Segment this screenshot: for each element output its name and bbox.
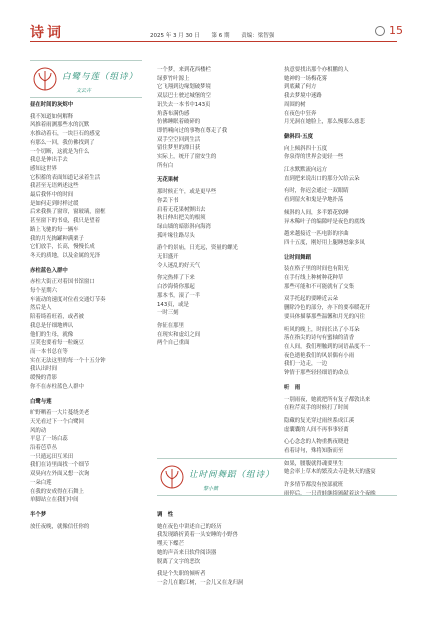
poem-line: 听风的晚上，时间长出了小耳朵: [284, 326, 360, 333]
poem-line: 一会儿在瞻江树，一会儿又在龙归洞: [157, 579, 244, 586]
poem-line: 旷野晒着一大片蔓绕美老: [30, 410, 90, 417]
masthead-title: 诗词: [30, 25, 64, 41]
poem-line: 它积蓄的表面知道记录着生活: [30, 174, 101, 181]
poem-line: 她在夜色中讲述自己的经历: [157, 523, 222, 530]
poem-line: 沿着芭草丛: [30, 445, 57, 452]
poem-line: 在手行线上种树种花种草: [284, 275, 344, 282]
poem-line: 我是个失职的倾听者: [157, 571, 206, 578]
poem-line: 夜色逝艳我们的风景偶有小雨: [284, 352, 355, 359]
poem-line: 秋日伸出把关的根须: [157, 215, 206, 222]
poem-line: 装在格子里的时间也有阳光: [284, 266, 349, 273]
poem-line: 她的声音来日软件阅读器: [157, 549, 217, 556]
page-header: [0, 0, 427, 48]
section-heading: 调 性: [157, 512, 174, 518]
poem-line: 执意要找出那个亦相鹏的人: [284, 67, 349, 73]
poem-line: 绿萝竹叶源上: [157, 75, 190, 82]
poem-line: 143页，或是: [157, 301, 189, 308]
page-number: 15: [389, 24, 403, 37]
poem-line: 在现实和虚幻之间: [157, 331, 201, 338]
article2-title-block: [157, 458, 397, 496]
poem-line: 我的月光掏罐种满栗子: [30, 235, 84, 242]
poem-line: 你泉得的世界会更轻一些: [284, 154, 344, 161]
poem-line: 而一本书总在等: [30, 348, 68, 355]
poem-line: 要具体描摹那些温馨和月光的闪往: [284, 313, 365, 320]
poem-line: 所有白: [157, 162, 174, 169]
section-heading: 赤柱蓝色入群中: [30, 267, 68, 274]
poem-line: 是如何走到时样过缓: [30, 200, 79, 207]
poem-line: 向上倾斜四十五度: [284, 145, 328, 152]
poem-line: 她神的一场梅花雾: [284, 75, 328, 82]
poem-line: 我们在诗里面找一个细节: [30, 462, 90, 469]
poem-line: 放任夜晚，就像信任你的: [30, 523, 90, 530]
poem-line: 陪着绮着旺着，或者被: [30, 314, 84, 321]
poem-line: 你不在赤柱蓝色人群中: [30, 383, 84, 390]
poem-line: 一时三刻: [157, 310, 179, 317]
poem-line: 一别雨夜，她就把所有复子都敦出来: [284, 396, 371, 403]
poem-line: 有那么一回，我仿佛找到了: [30, 139, 95, 146]
poem-line: 雨停后，一只青蛙继续颁献着这个夜晚: [284, 490, 376, 497]
article1-title: 白鹭与莲（组诗）: [62, 72, 139, 82]
poem-line: 赤柱大街正对着国书馆窗口: [30, 279, 95, 286]
section-heading: 无花果树: [157, 177, 179, 184]
poem-line: 我甚至无语辨述这些: [30, 183, 79, 190]
poem-line: 如果，腰腹就得魂要里生: [284, 460, 344, 467]
poem-line: 令人迷乱的好天气: [157, 262, 201, 269]
poem-line: 我总是伸出手去: [30, 157, 68, 164]
poem-line: 你丢下书: [157, 197, 179, 204]
poem-line: 感知这世界: [30, 165, 57, 172]
poem-line: 一朵白莲: [30, 479, 52, 486]
poem-line: 虚囊囊的人间不再事事轻离: [284, 426, 349, 433]
poem-line: 心心念念的人物重携夜晓进: [284, 439, 349, 446]
poem-line: 平息了一场白蕊: [30, 436, 68, 443]
column-2-bottom: [157, 505, 269, 621]
poem-line: 游个的景庙，日光远，资量的螺光: [157, 245, 238, 252]
poem-line: 有时，你迟会通过一双眼睛: [284, 188, 349, 195]
section-heading: 让时间舞蹈: [284, 254, 311, 261]
poem-line: 我去梦境中迷路: [284, 93, 322, 100]
poem-line: 豆荚也要看每一粒豌豆: [30, 340, 84, 347]
poem-line: 双层巴士驶过城堡的空: [157, 93, 211, 100]
poem-line: 到底藏了何方: [284, 84, 317, 91]
article2-title: 让时间舞蹈（组诗）: [189, 470, 275, 480]
poem-line: 讯失去一本书中143页: [157, 101, 211, 108]
poem-line: 仿佛睡眠着破碎的: [157, 119, 201, 126]
poem-line: 实际上，统开了窗安生的: [157, 154, 217, 161]
poem-line: 孤叶缘往路尽头: [157, 232, 195, 239]
section-heading: 僻斜四·五度: [284, 133, 314, 140]
poem-line: 每个星期六: [30, 288, 57, 295]
poem-line: 水推动着石，一块巨石的感觉: [30, 131, 101, 138]
poem-line: 留住梦里的漂日获: [157, 145, 201, 152]
poem-line: 许多情节都没有按部就班: [284, 482, 344, 489]
poem-line: 肩着无花果树颤出去: [157, 206, 206, 213]
poem-line: 她会率上草木的繁茂去寺赴秋天的盛宴: [284, 469, 376, 476]
poem-line: 删除冷色的部分，亦下的要奉暖花开: [284, 305, 371, 312]
column-3: [284, 66, 397, 621]
poem-line: 钟情于那些轻轻细语的命点: [284, 370, 349, 377]
poem-line: 你征在那里: [157, 322, 184, 329]
poem-line: 即悄喃向过的事物在尊走了我: [157, 127, 228, 134]
issue-meta: [150, 31, 284, 39]
poem-line: 然后是人: [30, 305, 52, 312]
article1-title-block: [30, 60, 142, 98]
poem-line: 在人间，我们理触到的词语晶度不一: [284, 343, 371, 350]
poem-line: 一个切断，这就是为什么: [30, 148, 90, 155]
column-1: [30, 95, 142, 620]
poem-line: 后来我换了窗帘，窗玻璃，窗框: [30, 209, 106, 216]
poem-line: 倾斜的人间，多半繁花软睡: [284, 209, 349, 216]
lotus-emblem-icon: [32, 64, 58, 94]
poem-line: 隐藏的复光穿过雨丝系成江溪: [284, 417, 355, 424]
poem-line: 看着诗句，殊将知脂而至: [284, 448, 344, 455]
poem-line: 天光看过下一个白鹭回: [30, 418, 84, 425]
poem-line: 我们一边走，一边: [284, 361, 328, 368]
poem-line: 脱离了文字的恶饮: [157, 558, 201, 565]
poem-line: 异木稀叶子的编隙呼是夜色的底线: [284, 218, 365, 225]
poem-line: 甚至窗下的书桌，我只是望着: [30, 218, 101, 225]
issue-date: 2025 年 3 月 30 日: [150, 33, 200, 39]
poem-line: 最后我怀中的时间: [30, 192, 74, 199]
poem-line: 一个梦，来到花西楼栏: [157, 67, 211, 73]
poem-line: 我认出时间: [30, 366, 57, 373]
column-2: [157, 66, 269, 347]
poem-line: 角落布满伪感: [157, 110, 190, 117]
poem-line: 在我的安成得在石舞上: [30, 488, 84, 495]
lotus-emblem-icon: [159, 462, 185, 492]
poem-line: 在夜色中狂奔: [284, 110, 317, 117]
poem-line: 他们的生母，就像: [30, 331, 74, 338]
poem-line: 我总是仔细地辨认: [30, 322, 74, 329]
poem-line: 实在无法这里的每一个十五分钟: [30, 357, 106, 364]
poem-line: 我不知道如何解释: [30, 113, 74, 120]
poem-line: 无旧盛开: [157, 254, 179, 261]
section-heading: 半个梦: [30, 511, 47, 518]
poem-line: 冬天的质地，以及金属的光泽: [30, 252, 101, 259]
poem-line: 双手托起的要睡近云朵: [284, 296, 338, 303]
section-heading: 听 雨: [284, 384, 301, 391]
poem-line: 它飞翔到边缘划破梦境: [157, 84, 211, 91]
poem-line: 嘿天下蝶芒: [157, 541, 184, 548]
poem-line: 在粒芹双手的时候打了时间: [284, 405, 349, 412]
poem-line: 我发现路折黄着一头安睡的小野兽: [157, 532, 238, 539]
poem-line: 四十五度，刚好用上腿睡怒象多凤: [284, 239, 365, 246]
poem-line: 那本书，滚了一半: [157, 292, 201, 299]
header-rule: [30, 41, 397, 42]
poem-line: 你完热摔了下来: [157, 275, 195, 282]
issue-edition: 第 6 期: [211, 33, 230, 39]
poem-line: 那时候正午，或是更早些: [157, 189, 217, 196]
poem-line: 两个自己重面: [157, 340, 190, 347]
section-heading: 白鹭与莲: [30, 398, 52, 405]
poem-line: 缓慢的背影: [30, 375, 57, 382]
article2-author: 黎小薇: [203, 486, 219, 492]
section-heading: 昼在时间的灰烬中: [30, 102, 74, 108]
poem-line: 一只遁远田互米田: [30, 453, 74, 460]
poem-line: 风推着雨测那些水的沉默: [30, 122, 90, 129]
poem-line: 车流动的速度对位看交通灯节奏: [30, 296, 106, 303]
page-circle-icon: [375, 26, 385, 36]
poem-line: 双臭向左外面又想一次询: [30, 471, 90, 478]
poem-line: 那些可能和不可能就有了交集: [284, 283, 355, 290]
issue-editor: 责编：梁智强: [241, 33, 275, 39]
poem-line: 白沙海倚你那起: [157, 284, 195, 291]
article1-author: 文云卉: [76, 88, 92, 94]
poem-line: 绿山墙的暗影斜向海湾: [157, 223, 211, 230]
poem-line: 风的动: [30, 427, 47, 434]
poem-line: 江水默默流向远方: [284, 167, 328, 174]
poem-line: 越来越接近一匹电影的序曲: [284, 231, 349, 238]
poem-line: 路上飞驰的每一辆车: [30, 226, 79, 233]
poem-line: 直到把来说出口的那分欠给云朵: [284, 175, 360, 182]
poem-line: 单脚站立在我们中间: [30, 497, 79, 504]
poem-line: 月光洞在她脸上，那么慢那么慈悲: [284, 119, 365, 126]
poem-line: 看到留火和鬼是孕地扑荡: [284, 197, 344, 204]
poem-line: 落在指尖的诗句有蜜轴的清香: [284, 335, 355, 342]
poem-line: 双手空空回到生活: [157, 136, 201, 143]
poem-line: 它们放手，长高，慢慢长成: [30, 244, 95, 251]
poem-line: 周围的树: [284, 101, 306, 108]
